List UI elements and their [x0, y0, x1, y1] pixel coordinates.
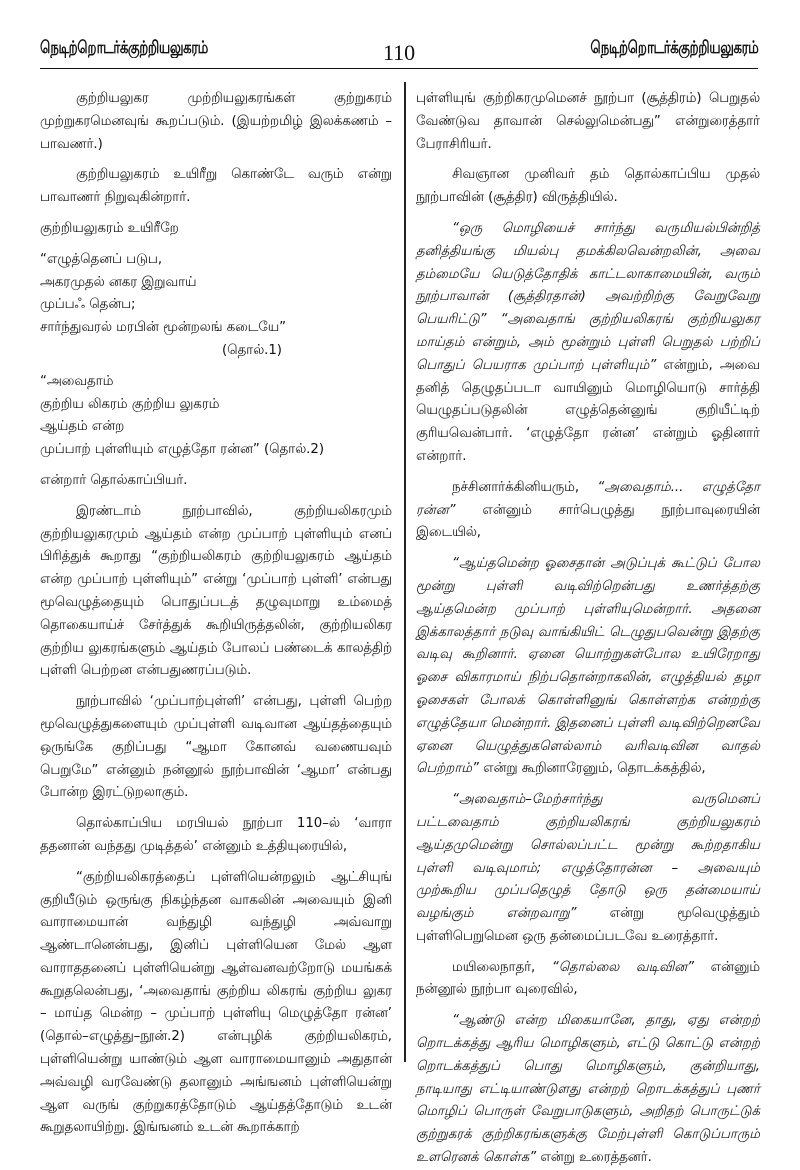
paragraph: புள்ளியுங் குற்றிகரமுமெனச் நூற்பா (சூத்திரம்) பெறுதல் வேண்டுவ தாவான் செல்லுமென்பது” என்றுரைத்தார் பேராசிரியர். [416, 91, 760, 152]
verse-line: குற்றிய லிகரம் குற்றிய லுகரம் [40, 396, 220, 412]
quote-italic: “அவைதாம்–மேற்சார்ந்து வருமெனப் பட்டவைதாம் குற்றியலிகரங் குற்றியலுகரம் ஆய்தமுமென்று சொல்லப்பட்ட மூன்று கூற்றதாகிய புள்ளி வடிவுமாம்; எழுத்தோரன்ன – அவையும் முற்கூறிய முப்பதெழுத் தோடு ஒரு தன்மையாய் வழங்கும் என்றவாறு” [416, 792, 760, 922]
right-column [416, 88, 761, 1166]
paragraph: சிவஞான முனிவர் தம் தொல்காப்பிய முதல் நூற்பாவின் (சூத்திர) விருத்தியில். [416, 167, 760, 206]
verse-line: முப்பாற் புள்ளியும் எழுத்தோ ரன்ன” (தொல்.2) [40, 442, 325, 458]
quotation [416, 1010, 760, 1170]
citation: (தொல்.1) [221, 342, 282, 358]
text: என்னும் சார்பெழுத்து நூற்பாவுரையின் இடையில், [416, 502, 760, 541]
quote-italic: “அவைதாம்... எழுத்தோ ரன்ன” [416, 479, 761, 518]
quotation [416, 218, 760, 469]
quote-continuation: என்று கூறினாரேனும், தொடக்கத்தில், [478, 761, 706, 777]
text: மயிலைநாதர், [452, 959, 552, 975]
verse-line: அகரமுதல் னகர இறுவாய் [40, 274, 197, 290]
running-title-right: நெடிற்றொடர்க்குற்றியலுகரம் [590, 38, 758, 58]
running-title-left: நெடிற்றொடர்க்குற்றியலுகரம் [40, 38, 208, 58]
page-number: 110 [383, 40, 416, 65]
quote-italic: “தொல்லை வடிவின” [551, 959, 695, 975]
text: நச்சினார்க்கினியரும், [452, 479, 598, 495]
paragraph [416, 477, 760, 545]
quote-continuation: என்று மூவெழுத்தும் புள்ளிபெறுமென ஒரு தன்மைப்படவே உரைத்தார். [416, 906, 760, 944]
paragraph: குற்றியலுகரம் உயிரீறே [40, 220, 179, 236]
paragraph: இரண்டாம் நூற்பாவில், குற்றியலிகரமும் குற்றியலுகரமும் ஆய்தம் என்ற முப்பாற் புள்ளியும் எனப் பிரித்துக் கூறாது “குற்றியலிகரம் குற்றியலுகரம் ஆய்தம் என்ற முப்பாற் புள்ளியும்” என்று ‘முப்பாற் புள்ளி’ என்பது மூவெழுத்தையும் பொதுப்படத் தழுவுமாறு உம்மைத் தொகையாய்ச் சேர்த்துக் கூறியிருத்தலின், குற்றியலிகர குற்றிய லுகரங்களும் ஆய்தம் போலப் பண்டைக் காலத்திற் புள்ளி பெற்றன என்பதுணரப்படும். [40, 503, 392, 679]
verse-line: முப்பஃ தென்ப; [40, 297, 136, 313]
quote-italic: “ஆண்டு என்ற மிகையானே, தாது, ஏது என்றற் றொடக்கத்து ஆரிய மொழிகளும், எட்டு கொட்டு என்றற் றொடக்கத்துப் பொது மொழிகளும், குன்றியாது, நாடியாது எட்டியாண்டுளது என்றற் றொடக்கத்துப் புணர் மொழிப் பொருள் வேறுபாடுகளும், அறிதற் பொருட்டுக் குற்றுகரக் குற்றிகரங்களுக்கு மேற்புள்ளி கொடுப்பாரும் உளரெனக் கொள்க” [416, 1013, 760, 1166]
left-column [40, 88, 392, 1136]
quotation [416, 553, 760, 781]
column-divider [404, 82, 406, 1062]
paragraph: தொல்காப்பிய மரபியல் நூற்பா 110–ல் ‘வாரா ததனான் வந்தது முடித்தல்’ என்னும் உத்தியுரையில், [40, 816, 392, 854]
paragraph: நூற்பாவில் ‘முப்பாற்புள்ளி’ என்பது, புள்ளி பெற்ற மூவெழுத்துகளையும் முப்புள்ளி வடிவான ஆய்தத்தையும் ஒருங்கே குறிப்பது “ஆமா கோனவ் வணையவும் பெறுமே” என்னும் நன்னூல் நூற்பாவின் ‘ஆமா’ என்பது போன்ற இரட்டுறலாகும். [40, 694, 392, 801]
text: என்னும் நன்னூல் நூற்பா வுரைவில், [416, 959, 761, 998]
paragraph: என்றார் தொல்காப்பியர். [40, 472, 188, 488]
quotation [416, 789, 760, 949]
verse-line: ஆய்தம் என்ற [40, 419, 125, 435]
verse-line: “எழுத்தெனப் படுப, [40, 251, 163, 267]
page-header [40, 6, 758, 69]
quote-italic: “ஒரு மொழியைச் சார்ந்து வருமியல்பின்றித் தனித்தியங்கு மியல்பு தமக்கிலவென்றலின், அவை தம்மையே யெடுத்தோதிக் காட்டலாகாமையின், வரும் நூற்பாவான் (சூத்திரதான்) அவற்றிற்கு வேறுவேறு பெயரிட்டு” “அவைதாங் குற்றியலிகரங் குற்றியலுகர மாய்தம் என்றும், அம் மூன்றும் புள்ளி பெறுதல் பற்றிப் பொதுப் பெயராக முப்பாற் புள்ளியும்” [416, 220, 760, 373]
paragraph: குற்றியலுகரம் உயிரீறு கொண்டே வரும் என்று பாவாணர் நிறுவுகின்றார். [40, 167, 392, 206]
paragraph: குற்றியலுகர முற்றியலுகரங்கள் குற்றுகரம் முற்றுகரமெனவுங் கூறப்படும். (இயற்றமிழ் இலக்கணம் – பாவணர்.) [40, 91, 392, 152]
verse-line: “அவைதாம் [40, 373, 114, 389]
verse-line: சார்ந்துவரல் மரபின் மூன்றலங் கடையே” [40, 320, 286, 336]
quotation: “குற்றியலிகரத்தைப் புள்ளியென்றலும் ஆட்சியுங் குறியீடும் ஒருங்கு நிகழ்ந்தன வாகலின் அவையும் இனி வாராமையான் வந்துழி வந்துழி அவ்வாறு ஆண்டானென்பது, இனிப் புள்ளியென மேல் ஆள வாராததனைப் புள்ளியென்று ஆள்வனவற்றோடு மயங்கக் கூறுதலென்பது, ‘அவைதாங் குற்றிய லிகரங் குற்றிய லுகர – மாய்த மென்ற – முப்பாற் புள்ளியு மெழுத்தோ ரன்ன’ (தொல்–எழுத்து–நூன்.2) என்புழிக் குற்றியலிகரம், புள்ளியென்று யாண்டும் ஆள வாராமையானும் அதுதான் அவ்வழி வரவேண்டு தலானும் அங்ஙனம் புள்ளியென்று ஆள வருங் குற்றுகரத்தோடும் ஆய்தத்தோடும் உடன் கூறுதலாயிற்று. இங்ஙனம் உடன் கூறாக்காற் [40, 869, 392, 1136]
paragraph [416, 957, 760, 1003]
quote-continuation: என்றும், அவை தனித் தெழுதப்படா வாயினும் மொழியொடு சார்த்தி யெழுதப்படுதலின் எழுத்தென்னுங் குறியீட்டிற் குரியவென்பார். ‘எழுத்தோ ரன்ன’ என்றும் ஓதினார் என்றார். [416, 357, 760, 464]
quote-italic: “ஆய்தமென்ற ஓசைதான் அடுப்புக் கூட்டுப் போல மூன்று புள்ளி வடிவிற்றென்பது உணர்த்தற்கு ஆய்தமென்ற முப்பாற் புள்ளியுமென்றார். அதனை இக்காலத்தார் நடுவு வாங்கியிட் டெழுதுபவென்று இதற்கு வடிவு கூறினார். ஏனை யொற்றுகள்போல உயிரேறாது ஓசை விகாரமாய் நிற்பதொன்றாகலின், எழுத்தியல் தழா ஓசைகள் போலக் கொள்ளினுங் கொள்ளற்க என்றற்கு எழுத்தேயா மென்றார். இதனைப் புள்ளி வடிவிற்றெனவே ஏனை யெழுத்துகளெல்லாம் வரிவடிவின வாதல் பெற்றாம்” [416, 556, 760, 777]
quote-continuation: என்று உரைத்தனர். [536, 1150, 652, 1166]
